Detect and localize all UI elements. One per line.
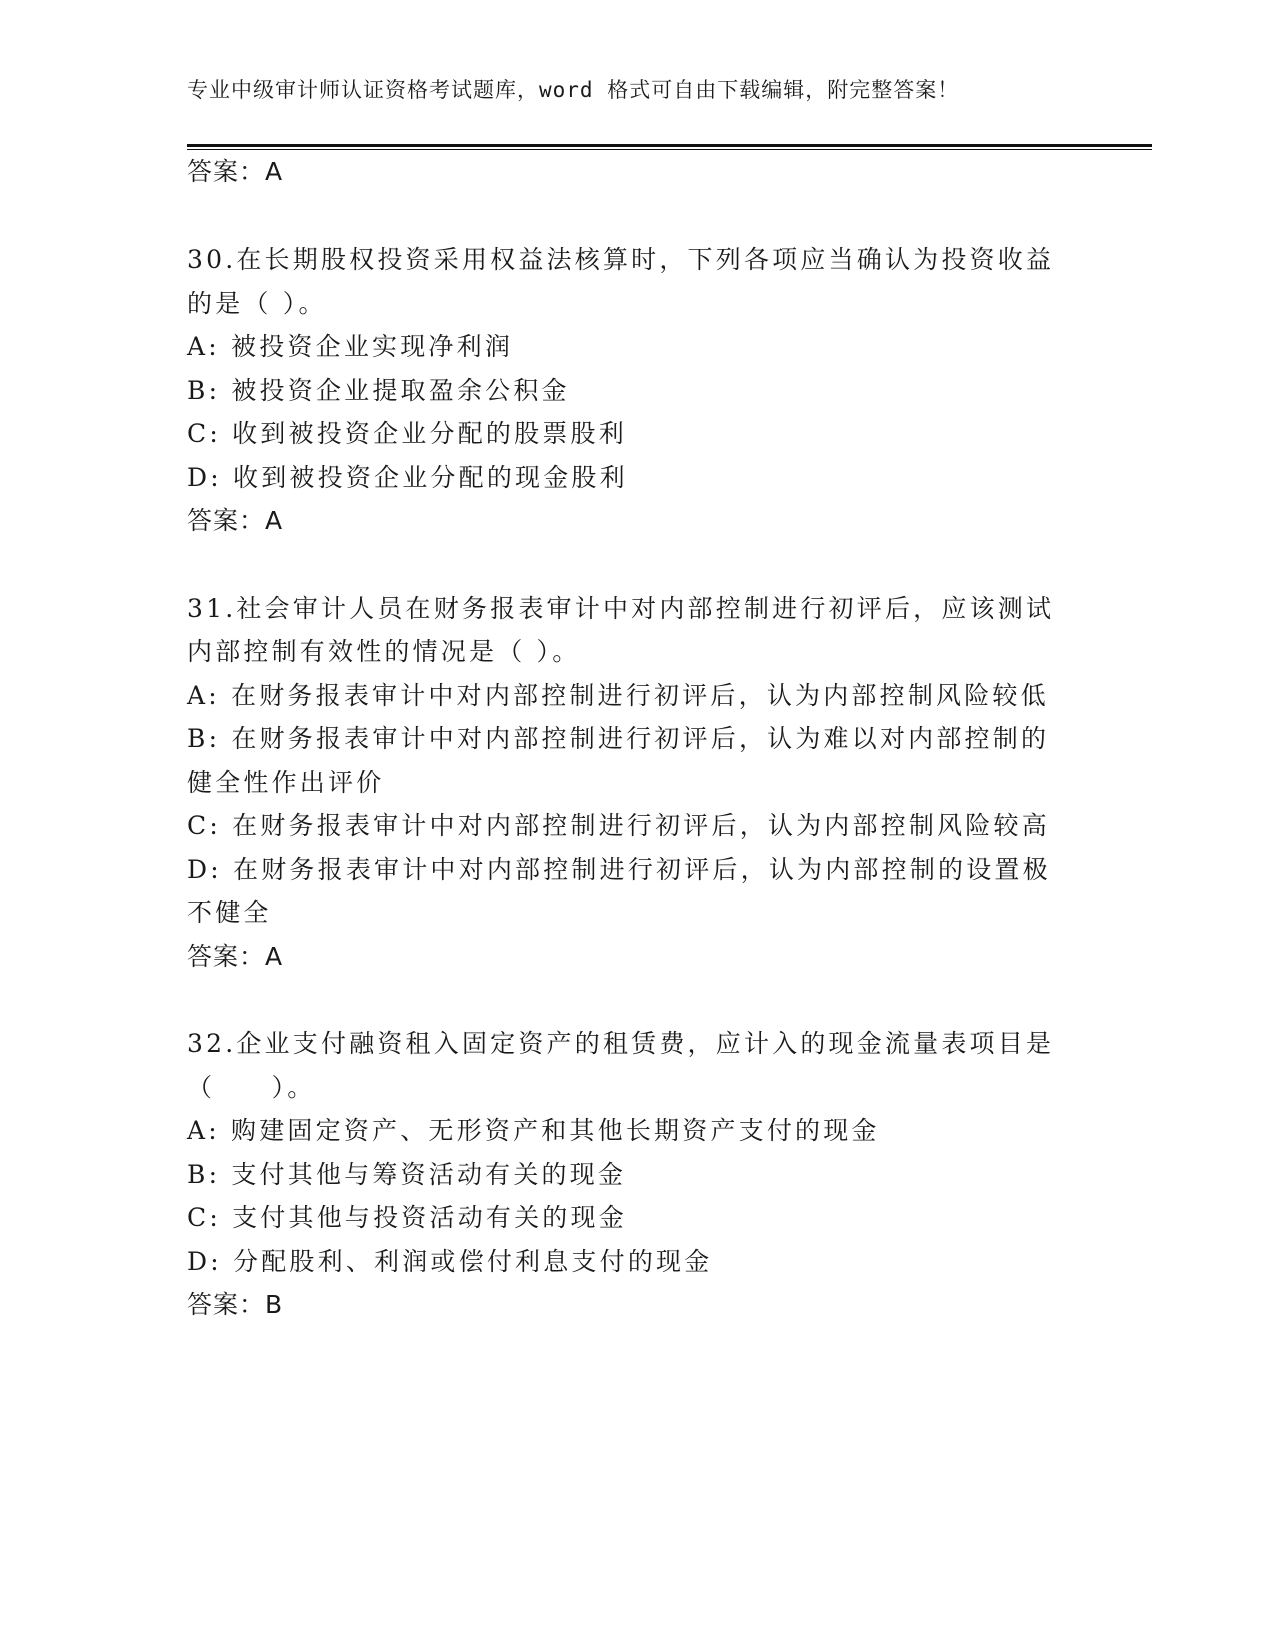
option-d: D: 分配股利、利润或偿付利息支付的现金 <box>187 1247 713 1276</box>
answer: 答案：B <box>187 1290 284 1319</box>
answer: 答案：A <box>187 942 284 971</box>
option-b-continued: 健全性作出评价 <box>187 768 385 797</box>
header-rule <box>187 144 1152 147</box>
question-stem: 31.社会审计人员在财务报表审计中对内部控制进行初评后，应该测试 <box>187 594 1055 623</box>
answer: 答案：A <box>187 506 284 535</box>
question-stem: 30.在长期股权投资采用权益法核算时，下列各项应当确认为投资收益 <box>187 245 1055 274</box>
option-d-continued: 不健全 <box>187 898 272 927</box>
option-c: C: 支付其他与投资活动有关的现金 <box>187 1203 627 1232</box>
option-c: C: 收到被投资企业分配的股票股利 <box>187 419 627 448</box>
page-header: 专业中级审计师认证资格考试题库，word 格式可自由下载编辑，附完整答案！ <box>187 78 960 102</box>
option-d: D: 在财务报表审计中对内部控制进行初评后，认为内部控制的设置极 <box>187 855 1051 884</box>
option-b: B: 支付其他与筹资活动有关的现金 <box>187 1160 627 1189</box>
question-stem: 的是（ ）。 <box>187 289 327 318</box>
question-stem: 内部控制有效性的情况是（ ）。 <box>187 637 581 666</box>
option-d: D: 收到被投资企业分配的现金股利 <box>187 463 628 492</box>
option-c: C: 在财务报表审计中对内部控制进行初评后，认为内部控制风险较高 <box>187 811 1050 840</box>
question-stem: （ ）。 <box>187 1073 316 1102</box>
option-a: A: 在财务报表审计中对内部控制进行初评后，认为内部控制风险较低 <box>187 681 1049 710</box>
option-a: A: 购建固定资产、无形资产和其他长期资产支付的现金 <box>187 1116 880 1145</box>
header-rule-thin <box>187 149 1152 150</box>
option-b: B: 被投资企业提取盈余公积金 <box>187 376 570 405</box>
option-a: A: 被投资企业实现净利润 <box>187 332 514 361</box>
question-stem: 32.企业支付融资租入固定资产的租赁费，应计入的现金流量表项目是 <box>187 1029 1055 1058</box>
previous-answer: 答案：A <box>187 157 284 186</box>
option-b: B: 在财务报表审计中对内部控制进行初评后，认为难以对内部控制的 <box>187 724 1050 753</box>
